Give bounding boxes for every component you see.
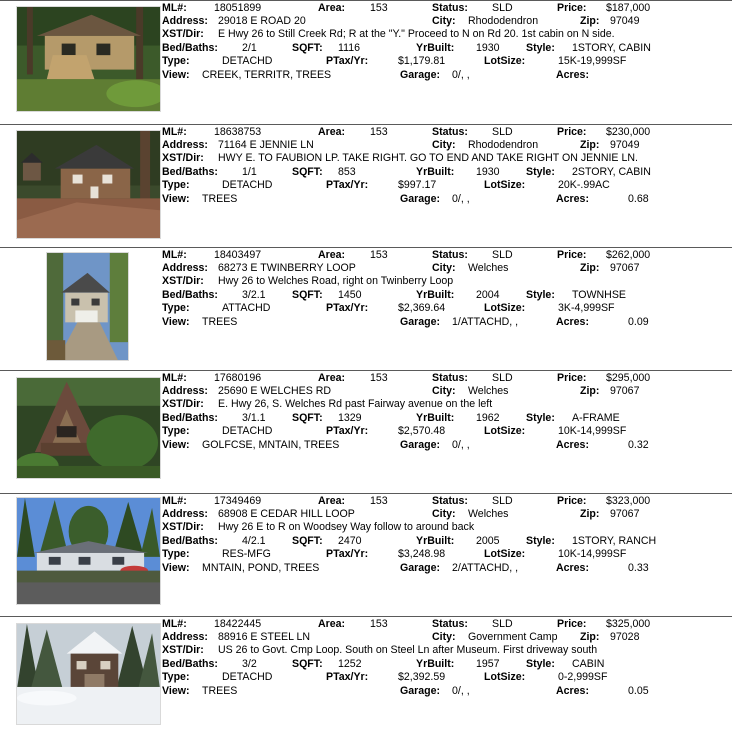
bed-value: 3/2 bbox=[242, 658, 257, 670]
ml-label: ML#: bbox=[162, 372, 187, 384]
ptax-value: $997.17 bbox=[398, 179, 437, 191]
area-label: Area: bbox=[318, 126, 346, 138]
address-label: Address: bbox=[162, 508, 208, 520]
listing-fields bbox=[162, 2, 732, 118]
type-label: Type: bbox=[162, 302, 190, 314]
acres-label: Acres: bbox=[556, 193, 589, 205]
garage-label: Garage: bbox=[400, 685, 441, 697]
status-label: Status: bbox=[432, 372, 468, 384]
style-value: 1STORY, RANCH bbox=[572, 535, 657, 547]
type-value: DETACHD bbox=[222, 55, 273, 67]
status-value: SLD bbox=[492, 126, 513, 138]
listing-fields bbox=[162, 249, 732, 365]
ptax-value: $2,570.48 bbox=[398, 425, 446, 437]
style-value: CABIN bbox=[572, 658, 605, 670]
yrbuilt-label: YrBuilt: bbox=[416, 412, 455, 424]
field-row bbox=[162, 275, 732, 288]
field-row bbox=[162, 495, 732, 508]
listing-1 bbox=[0, 0, 732, 118]
city-value: Rhododendron bbox=[468, 15, 539, 27]
yrbuilt-value: 2005 bbox=[476, 535, 500, 547]
ml-label: ML#: bbox=[162, 249, 187, 261]
lotsize-label: LotSize: bbox=[484, 55, 526, 67]
sqft-value: 853 bbox=[338, 166, 356, 178]
address-label: Address: bbox=[162, 385, 208, 397]
view-value: GOLFCSE, MNTAIN, TREES bbox=[202, 439, 340, 451]
listing-fields bbox=[162, 618, 732, 734]
lotsize-value: 3K-4,999SF bbox=[558, 302, 615, 314]
field-row bbox=[162, 15, 732, 28]
ptax-value: $1,179.81 bbox=[398, 55, 446, 67]
yrbuilt-label: YrBuilt: bbox=[416, 289, 455, 301]
type-label: Type: bbox=[162, 671, 190, 683]
status-value: SLD bbox=[492, 2, 513, 14]
view-value: CREEK, TERRITR, TREES bbox=[202, 69, 332, 81]
view-label: View: bbox=[162, 316, 190, 328]
garage-value: 0/, , bbox=[452, 685, 470, 697]
field-row bbox=[162, 28, 732, 41]
zip-label: Zip: bbox=[580, 385, 600, 397]
yrbuilt-value: 2004 bbox=[476, 289, 500, 301]
area-label: Area: bbox=[318, 372, 346, 384]
price-value: $187,000 bbox=[606, 2, 651, 14]
view-label: View: bbox=[162, 439, 190, 451]
field-row bbox=[162, 152, 732, 165]
field-row bbox=[162, 179, 732, 192]
field-row bbox=[162, 302, 732, 315]
listing-3 bbox=[0, 247, 732, 365]
style-label: Style: bbox=[526, 289, 555, 301]
property-photo[interactable] bbox=[16, 6, 161, 112]
listing-fields bbox=[162, 495, 732, 611]
ml-label: ML#: bbox=[162, 495, 187, 507]
ptax-label: PTax/Yr: bbox=[326, 425, 369, 437]
style-label: Style: bbox=[526, 42, 555, 54]
area-label: Area: bbox=[318, 2, 346, 14]
area-value: 153 bbox=[370, 249, 388, 261]
status-label: Status: bbox=[432, 126, 468, 138]
area-label: Area: bbox=[318, 495, 346, 507]
ptax-value: $2,392.59 bbox=[398, 671, 446, 683]
style-label: Style: bbox=[526, 658, 555, 670]
status-value: SLD bbox=[492, 249, 513, 261]
zip-label: Zip: bbox=[580, 139, 600, 151]
garage-value: 0/, , bbox=[452, 193, 470, 205]
acres-label: Acres: bbox=[556, 562, 589, 574]
zip-label: Zip: bbox=[580, 508, 600, 520]
style-label: Style: bbox=[526, 166, 555, 178]
zip-value: 97067 bbox=[610, 262, 640, 274]
address-label: Address: bbox=[162, 631, 208, 643]
address-value: 68273 E TWINBERRY LOOP bbox=[218, 262, 356, 274]
lotsize-value: 0-2,999SF bbox=[558, 671, 608, 683]
status-label: Status: bbox=[432, 495, 468, 507]
field-row bbox=[162, 193, 732, 206]
city-value: Welches bbox=[468, 385, 509, 397]
price-label: Price: bbox=[557, 618, 587, 630]
bed-label: Bed/Baths: bbox=[162, 166, 218, 178]
zip-value: 97067 bbox=[610, 508, 640, 520]
acres-label: Acres: bbox=[556, 69, 589, 81]
garage-value: 0/, , bbox=[452, 439, 470, 451]
field-row bbox=[162, 372, 732, 385]
acres-label: Acres: bbox=[556, 316, 589, 328]
yrbuilt-value: 1930 bbox=[476, 166, 500, 178]
lotsize-value: 15K-19,999SF bbox=[558, 55, 627, 67]
field-row bbox=[162, 521, 732, 534]
type-value: RES-MFG bbox=[222, 548, 271, 560]
property-photo[interactable] bbox=[16, 623, 161, 725]
price-label: Price: bbox=[557, 249, 587, 261]
listing-fields bbox=[162, 372, 732, 488]
field-row bbox=[162, 262, 732, 275]
view-label: View: bbox=[162, 562, 190, 574]
view-value: MNTAIN, POND, TREES bbox=[202, 562, 320, 574]
acres-value: 0.33 bbox=[628, 562, 649, 574]
address-value: 71164 E JENNIE LN bbox=[218, 139, 314, 151]
ptax-label: PTax/Yr: bbox=[326, 302, 369, 314]
address-value: 25690 E WELCHES RD bbox=[218, 385, 332, 397]
price-label: Price: bbox=[557, 126, 587, 138]
field-row bbox=[162, 618, 732, 631]
address-value: 88916 E STEEL LN bbox=[218, 631, 311, 643]
listing-fields bbox=[162, 126, 732, 242]
field-row bbox=[162, 685, 732, 698]
listing-4 bbox=[0, 370, 732, 488]
type-label: Type: bbox=[162, 548, 190, 560]
bed-label: Bed/Baths: bbox=[162, 658, 218, 670]
zip-value: 97049 bbox=[610, 139, 640, 151]
type-label: Type: bbox=[162, 55, 190, 67]
sqft-value: 1252 bbox=[338, 658, 362, 670]
sqft-value: 1450 bbox=[338, 289, 362, 301]
area-label: Area: bbox=[318, 618, 346, 630]
sqft-label: SQFT: bbox=[292, 42, 323, 54]
lotsize-value: 10K-14,999SF bbox=[558, 425, 627, 437]
ml-value: 18422445 bbox=[214, 618, 262, 630]
bed-label: Bed/Baths: bbox=[162, 535, 218, 547]
price-value: $323,000 bbox=[606, 495, 651, 507]
bed-value: 1/1 bbox=[242, 166, 257, 178]
view-value: TREES bbox=[202, 193, 238, 205]
ml-value: 17349469 bbox=[214, 495, 262, 507]
yrbuilt-value: 1930 bbox=[476, 42, 500, 54]
separator-line bbox=[0, 493, 732, 494]
sqft-value: 1329 bbox=[338, 412, 362, 424]
ptax-label: PTax/Yr: bbox=[326, 179, 369, 191]
zip-value: 97067 bbox=[610, 385, 640, 397]
xst-label: XST/Dir: bbox=[162, 275, 204, 287]
xst-value: HWY E. TO FAUBION LP. TAKE RIGHT. GO TO END AND TAKE RIGHT ON JENNIE LN. bbox=[218, 152, 638, 164]
zip-label: Zip: bbox=[580, 262, 600, 274]
property-photo[interactable] bbox=[16, 377, 161, 479]
field-row bbox=[162, 658, 732, 671]
city-label: City: bbox=[432, 15, 456, 27]
xst-value: Hwy 26 to Welches Road, right on Twinberry Loop bbox=[218, 275, 454, 287]
field-row bbox=[162, 289, 732, 302]
city-value: Welches bbox=[468, 508, 509, 520]
style-value: TOWNHSE bbox=[572, 289, 626, 301]
city-label: City: bbox=[432, 508, 456, 520]
city-label: City: bbox=[432, 631, 456, 643]
field-row bbox=[162, 316, 732, 329]
xst-label: XST/Dir: bbox=[162, 28, 204, 40]
price-label: Price: bbox=[557, 372, 587, 384]
price-value: $295,000 bbox=[606, 372, 651, 384]
acres-value: 0.05 bbox=[628, 685, 649, 697]
yrbuilt-label: YrBuilt: bbox=[416, 42, 455, 54]
sqft-value: 1116 bbox=[338, 42, 360, 54]
city-label: City: bbox=[432, 385, 456, 397]
acres-label: Acres: bbox=[556, 439, 589, 451]
type-value: DETACHD bbox=[222, 671, 273, 683]
view-value: TREES bbox=[202, 685, 238, 697]
ptax-value: $3,248.98 bbox=[398, 548, 446, 560]
city-label: City: bbox=[432, 262, 456, 274]
lotsize-label: LotSize: bbox=[484, 671, 526, 683]
type-label: Type: bbox=[162, 179, 190, 191]
city-label: City: bbox=[432, 139, 456, 151]
xst-value: E. Hwy 26, S. Welches Rd past Fairway avenue on the left bbox=[218, 398, 493, 410]
address-value: 29018 E ROAD 20 bbox=[218, 15, 306, 27]
zip-value: 97049 bbox=[610, 15, 640, 27]
lotsize-label: LotSize: bbox=[484, 302, 526, 314]
yrbuilt-label: YrBuilt: bbox=[416, 166, 455, 178]
field-row bbox=[162, 385, 732, 398]
style-label: Style: bbox=[526, 412, 555, 424]
xst-value: E Hwy 26 to Still Creek Rd; R at the "Y." Proceed to N on Rd 20. 1st cabin on N side. bbox=[218, 28, 615, 40]
view-label: View: bbox=[162, 685, 190, 697]
style-label: Style: bbox=[526, 535, 555, 547]
view-value: TREES bbox=[202, 316, 238, 328]
yrbuilt-label: YrBuilt: bbox=[416, 535, 455, 547]
sqft-label: SQFT: bbox=[292, 412, 323, 424]
garage-label: Garage: bbox=[400, 316, 441, 328]
sqft-label: SQFT: bbox=[292, 166, 323, 178]
ml-value: 18403497 bbox=[214, 249, 262, 261]
field-row bbox=[162, 425, 732, 438]
field-row bbox=[162, 139, 732, 152]
garage-label: Garage: bbox=[400, 193, 441, 205]
garage-label: Garage: bbox=[400, 562, 441, 574]
xst-label: XST/Dir: bbox=[162, 398, 204, 410]
field-row bbox=[162, 508, 732, 521]
zip-label: Zip: bbox=[580, 631, 600, 643]
field-row bbox=[162, 249, 732, 262]
garage-value: 0/, , bbox=[452, 69, 470, 81]
separator-line bbox=[0, 616, 732, 617]
ml-value: 18638753 bbox=[214, 126, 262, 138]
field-row bbox=[162, 2, 732, 15]
type-value: DETACHD bbox=[222, 179, 273, 191]
acres-value: 0.68 bbox=[628, 193, 649, 205]
xst-value: Hwy 26 E to R on Woodsey Way follow to around back bbox=[218, 521, 475, 533]
xst-label: XST/Dir: bbox=[162, 152, 204, 164]
lotsize-label: LotSize: bbox=[484, 425, 526, 437]
status-label: Status: bbox=[432, 2, 468, 14]
zip-label: Zip: bbox=[580, 15, 600, 27]
bed-value: 3/2.1 bbox=[242, 289, 266, 301]
sqft-label: SQFT: bbox=[292, 658, 323, 670]
price-value: $325,000 bbox=[606, 618, 651, 630]
style-value: A-FRAME bbox=[572, 412, 620, 424]
bed-label: Bed/Baths: bbox=[162, 42, 218, 54]
sqft-label: SQFT: bbox=[292, 289, 323, 301]
status-value: SLD bbox=[492, 618, 513, 630]
bed-label: Bed/Baths: bbox=[162, 289, 218, 301]
address-value: 68908 E CEDAR HILL LOOP bbox=[218, 508, 355, 520]
ptax-label: PTax/Yr: bbox=[326, 55, 369, 67]
property-photo[interactable] bbox=[46, 252, 129, 361]
status-label: Status: bbox=[432, 618, 468, 630]
listing-2 bbox=[0, 124, 732, 242]
separator-line bbox=[0, 247, 732, 248]
separator-line bbox=[0, 124, 732, 125]
field-row bbox=[162, 166, 732, 179]
bed-value: 4/2.1 bbox=[242, 535, 266, 547]
bed-label: Bed/Baths: bbox=[162, 412, 218, 424]
ml-value: 17680196 bbox=[214, 372, 262, 384]
status-label: Status: bbox=[432, 249, 468, 261]
type-value: ATTACHD bbox=[222, 302, 271, 314]
field-row bbox=[162, 126, 732, 139]
area-value: 153 bbox=[370, 372, 388, 384]
bed-value: 3/1.1 bbox=[242, 412, 266, 424]
city-value: Welches bbox=[468, 262, 509, 274]
type-label: Type: bbox=[162, 425, 190, 437]
ml-value: 18051899 bbox=[214, 2, 262, 14]
lotsize-label: LotSize: bbox=[484, 548, 526, 560]
property-photo[interactable] bbox=[16, 497, 161, 605]
separator-line bbox=[0, 0, 732, 1]
garage-value: 2/ATTACHD, , bbox=[452, 562, 519, 574]
lotsize-label: LotSize: bbox=[484, 179, 526, 191]
acres-value: 0.09 bbox=[628, 316, 649, 328]
garage-value: 1/ATTACHD, , bbox=[452, 316, 519, 328]
status-value: SLD bbox=[492, 495, 513, 507]
view-label: View: bbox=[162, 69, 190, 81]
address-label: Address: bbox=[162, 262, 208, 274]
style-value: 2STORY, CABIN bbox=[572, 166, 651, 178]
area-label: Area: bbox=[318, 249, 346, 261]
area-value: 153 bbox=[370, 618, 388, 630]
field-row bbox=[162, 398, 732, 411]
lotsize-value: 20K-.99AC bbox=[558, 179, 610, 191]
field-row bbox=[162, 671, 732, 684]
xst-value: US 26 to Govt. Cmp Loop. South on Steel Ln after Museum. First driveway south bbox=[218, 644, 598, 656]
ml-label: ML#: bbox=[162, 618, 187, 630]
sqft-value: 2470 bbox=[338, 535, 362, 547]
field-row bbox=[162, 548, 732, 561]
yrbuilt-value: 1957 bbox=[476, 658, 500, 670]
field-row bbox=[162, 412, 732, 425]
xst-label: XST/Dir: bbox=[162, 644, 204, 656]
listing-5 bbox=[0, 493, 732, 611]
price-value: $230,000 bbox=[606, 126, 651, 138]
price-value: $262,000 bbox=[606, 249, 651, 261]
area-value: 153 bbox=[370, 2, 388, 14]
field-row bbox=[162, 55, 732, 68]
field-row bbox=[162, 439, 732, 452]
acres-label: Acres: bbox=[556, 685, 589, 697]
separator-line bbox=[0, 370, 732, 371]
price-label: Price: bbox=[557, 2, 587, 14]
zip-value: 97028 bbox=[610, 631, 640, 643]
field-row bbox=[162, 644, 732, 657]
view-label: View: bbox=[162, 193, 190, 205]
status-value: SLD bbox=[492, 372, 513, 384]
field-row bbox=[162, 42, 732, 55]
yrbuilt-value: 1962 bbox=[476, 412, 500, 424]
field-row bbox=[162, 535, 732, 548]
field-row bbox=[162, 562, 732, 575]
property-photo[interactable] bbox=[16, 130, 161, 239]
ptax-label: PTax/Yr: bbox=[326, 548, 369, 560]
garage-label: Garage: bbox=[400, 439, 441, 451]
garage-label: Garage: bbox=[400, 69, 441, 81]
area-value: 153 bbox=[370, 495, 388, 507]
area-value: 153 bbox=[370, 126, 388, 138]
ptax-value: $2,369.64 bbox=[398, 302, 446, 314]
ml-label: ML#: bbox=[162, 126, 187, 138]
xst-label: XST/Dir: bbox=[162, 521, 204, 533]
field-row bbox=[162, 631, 732, 644]
lotsize-value: 10K-14,999SF bbox=[558, 548, 627, 560]
ptax-label: PTax/Yr: bbox=[326, 671, 369, 683]
ml-label: ML#: bbox=[162, 2, 187, 14]
bed-value: 2/1 bbox=[242, 42, 257, 54]
address-label: Address: bbox=[162, 139, 208, 151]
sqft-label: SQFT: bbox=[292, 535, 323, 547]
city-value: Rhododendron bbox=[468, 139, 539, 151]
field-row bbox=[162, 69, 732, 82]
address-label: Address: bbox=[162, 15, 208, 27]
acres-value: 0.32 bbox=[628, 439, 649, 451]
city-value: Government Camp bbox=[468, 631, 558, 643]
price-label: Price: bbox=[557, 495, 587, 507]
type-value: DETACHD bbox=[222, 425, 273, 437]
yrbuilt-label: YrBuilt: bbox=[416, 658, 455, 670]
style-value: 1STORY, CABIN bbox=[572, 42, 651, 54]
listing-6 bbox=[0, 616, 732, 734]
